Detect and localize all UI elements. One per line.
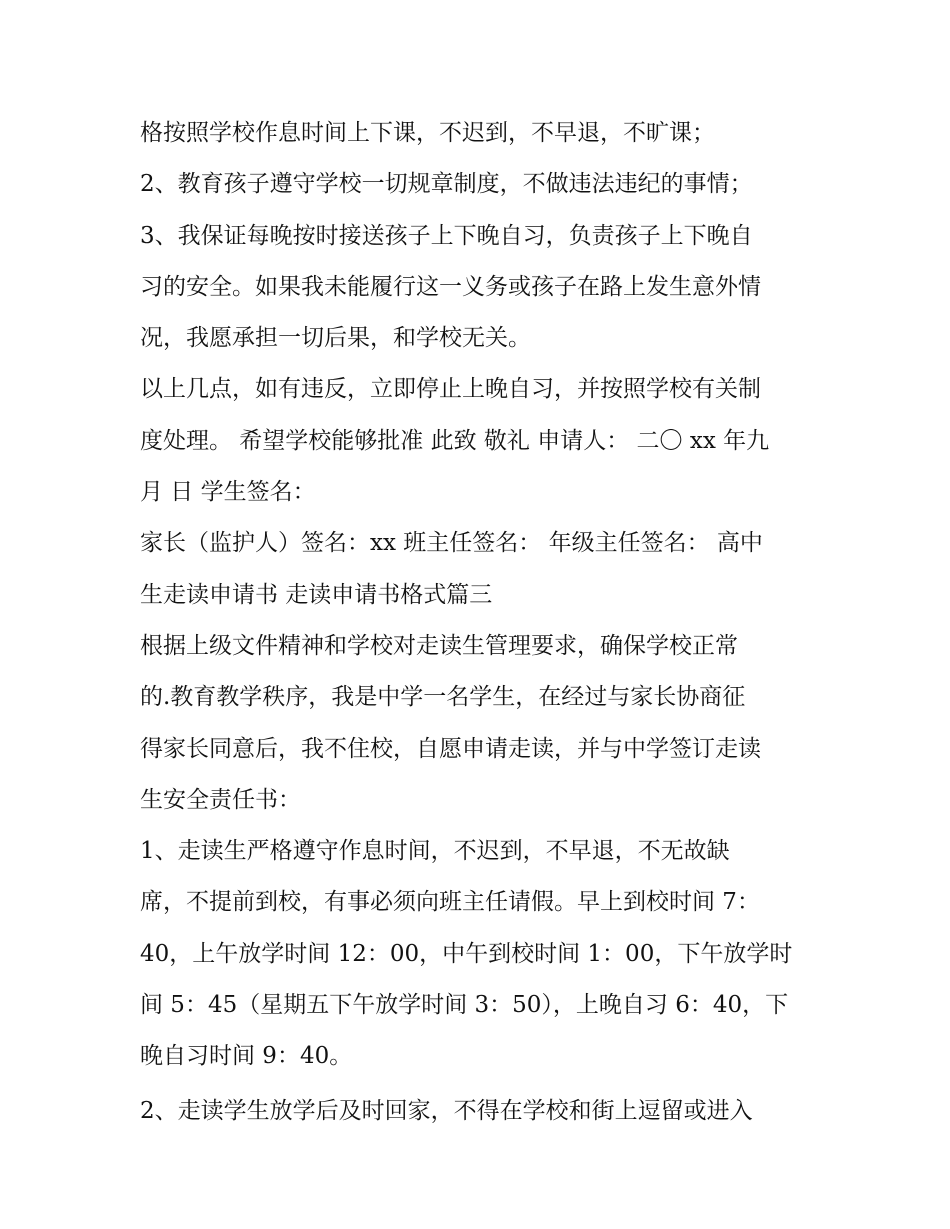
text-line: 度处理。 希望学校能够批准 此致 敬礼 申请人： 二〇 xx 年九: [140, 427, 770, 454]
text-line: 根据上级文件精神和学校对走读生管理要求，确保学校正常: [140, 632, 738, 659]
text-line: 间 5：45（星期五下午放学时间 3：50），上晚自习 6：40，下: [140, 992, 789, 1019]
text-line: 月 日 学生签名：: [140, 479, 316, 506]
text-line: 以上几点，如有违反，立即停止上晚自习，并按照学校有关制: [140, 376, 761, 403]
text-line: 的.教育教学秩序，我是中学一名学生，在经过与家长协商征: [140, 684, 746, 711]
text-line: 生走读申请书 走读申请书格式篇三: [140, 581, 493, 608]
text-line: 生安全责任书：: [140, 786, 301, 813]
text-line: 习的安全。如果我未能履行这一义务或孩子在路上发生意外情: [140, 273, 761, 300]
text-line: 2、走读学生放学后及时回家，不得在学校和街上逗留或进入: [140, 1097, 753, 1124]
text-line: 格按照学校作息时间上下课，不迟到，不早退，不旷课；: [140, 120, 715, 146]
text-line: 晚自习时间 9：40。: [140, 1043, 353, 1070]
text-line: 家长（监护人）签名：xx 班主任签名： 年级主任签名： 高中: [140, 530, 763, 557]
text-line: 1、走读生严格遵守作息时间，不迟到，不早退，不无故缺: [140, 838, 730, 865]
text-line: 40，上午放学时间 12：00，中午到校时间 1：00，下午放学时: [140, 940, 793, 967]
text-line: 席，不提前到校，有事必须向班主任请假。早上到校时间 7：: [140, 889, 760, 916]
text-line: 得家长同意后，我不住校，自愿申请走读，并与中学签订走读: [140, 735, 761, 762]
text-line: 况，我愿承担一切后果，和学校无关。: [140, 325, 531, 352]
text-line: 2、教育孩子遵守学校一切规章制度，不做违法违纪的事情；: [140, 171, 753, 198]
document-body: [140, 108, 820, 1137]
text-line: 3、我保证每晚按时接送孩子上下晚自习，负责孩子上下晚自: [140, 222, 753, 249]
